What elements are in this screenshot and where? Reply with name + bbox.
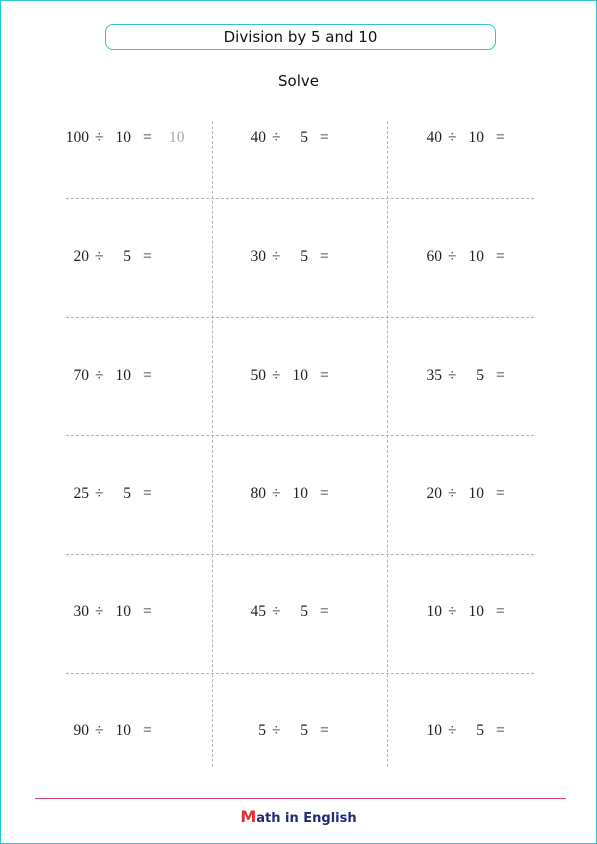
row-divider	[66, 317, 534, 318]
divisor: 5	[300, 722, 308, 739]
divide-sign: ÷	[95, 485, 104, 502]
equals-sign: =	[143, 603, 152, 620]
dividend: 70	[73, 367, 89, 384]
dividend: 40	[426, 129, 442, 146]
divisor: 5	[300, 603, 308, 620]
dividend: 60	[426, 248, 442, 265]
divisor: 5	[476, 367, 484, 384]
divide-sign: ÷	[272, 603, 281, 620]
division-problem	[414, 247, 554, 267]
divisor: 5	[300, 248, 308, 265]
division-problem	[238, 128, 378, 148]
division-problem	[238, 721, 378, 741]
divisor: 10	[468, 248, 484, 265]
divide-sign: ÷	[272, 248, 281, 265]
divide-sign: ÷	[95, 129, 104, 146]
divisor: 5	[123, 485, 131, 502]
equals-sign: =	[143, 248, 152, 265]
row-divider	[66, 435, 534, 436]
division-problem	[61, 721, 201, 741]
dividend: 80	[250, 485, 266, 502]
equals-sign: =	[320, 485, 329, 502]
division-problem	[238, 366, 378, 386]
equals-sign: =	[320, 367, 329, 384]
worksheet-title: Division by 5 and 10	[105, 24, 496, 50]
row-divider	[66, 198, 534, 199]
division-problem	[238, 602, 378, 622]
divide-sign: ÷	[95, 248, 104, 265]
dividend: 40	[250, 129, 266, 146]
divide-sign: ÷	[272, 485, 281, 502]
equals-sign: =	[320, 603, 329, 620]
divide-sign: ÷	[95, 603, 104, 620]
divide-sign: ÷	[448, 367, 457, 384]
division-problem	[414, 602, 554, 622]
dividend: 30	[73, 603, 89, 620]
division-problem	[61, 602, 201, 622]
row-divider	[66, 673, 534, 674]
divisor: 10	[292, 367, 308, 384]
equals-sign: =	[143, 367, 152, 384]
divisor: 10	[115, 367, 131, 384]
division-problem	[61, 484, 201, 504]
divide-sign: ÷	[448, 248, 457, 265]
divisor: 10	[468, 603, 484, 620]
divisor: 10	[468, 485, 484, 502]
division-problem	[414, 366, 554, 386]
dividend: 20	[73, 248, 89, 265]
division-problem	[61, 247, 201, 267]
answer: 10	[169, 129, 185, 146]
column-divider	[212, 121, 213, 767]
problem-grid	[1, 1, 596, 843]
division-problem	[238, 484, 378, 504]
division-problem	[414, 128, 554, 148]
divide-sign: ÷	[448, 485, 457, 502]
column-divider	[387, 121, 388, 767]
brand-logo	[1, 807, 596, 826]
equals-sign: =	[496, 367, 505, 384]
division-problem	[61, 128, 201, 148]
dividend: 10	[426, 603, 442, 620]
dividend: 45	[250, 603, 266, 620]
divisor: 10	[115, 603, 131, 620]
divide-sign: ÷	[272, 129, 281, 146]
brand-initial: M	[240, 807, 257, 826]
equals-sign: =	[496, 485, 505, 502]
brand-name: ath in English	[256, 811, 357, 826]
divide-sign: ÷	[95, 367, 104, 384]
divide-sign: ÷	[272, 367, 281, 384]
division-problem	[238, 247, 378, 267]
dividend: 10	[426, 722, 442, 739]
divide-sign: ÷	[95, 722, 104, 739]
division-problem	[414, 721, 554, 741]
divisor: 10	[115, 129, 131, 146]
dividend: 5	[258, 722, 266, 739]
dividend: 50	[250, 367, 266, 384]
equals-sign: =	[496, 722, 505, 739]
row-divider	[66, 554, 534, 555]
equals-sign: =	[320, 248, 329, 265]
dividend: 100	[65, 129, 89, 146]
equals-sign: =	[320, 129, 329, 146]
divisor: 5	[300, 129, 308, 146]
divisor: 5	[123, 248, 131, 265]
equals-sign: =	[496, 603, 505, 620]
dividend: 90	[73, 722, 89, 739]
equals-sign: =	[496, 248, 505, 265]
divide-sign: ÷	[448, 129, 457, 146]
equals-sign: =	[320, 722, 329, 739]
equals-sign: =	[143, 485, 152, 502]
divisor: 10	[292, 485, 308, 502]
dividend: 30	[250, 248, 266, 265]
dividend: 20	[426, 485, 442, 502]
instruction-text: Solve	[278, 72, 319, 90]
division-problem	[414, 484, 554, 504]
dividend: 25	[73, 485, 89, 502]
equals-sign: =	[143, 129, 152, 146]
divisor: 5	[476, 722, 484, 739]
equals-sign: =	[143, 722, 152, 739]
division-problem	[61, 366, 201, 386]
divisor: 10	[115, 722, 131, 739]
divide-sign: ÷	[272, 722, 281, 739]
footer-divider	[35, 798, 566, 799]
divide-sign: ÷	[448, 603, 457, 620]
equals-sign: =	[496, 129, 505, 146]
divide-sign: ÷	[448, 722, 457, 739]
dividend: 35	[426, 367, 442, 384]
divisor: 10	[468, 129, 484, 146]
